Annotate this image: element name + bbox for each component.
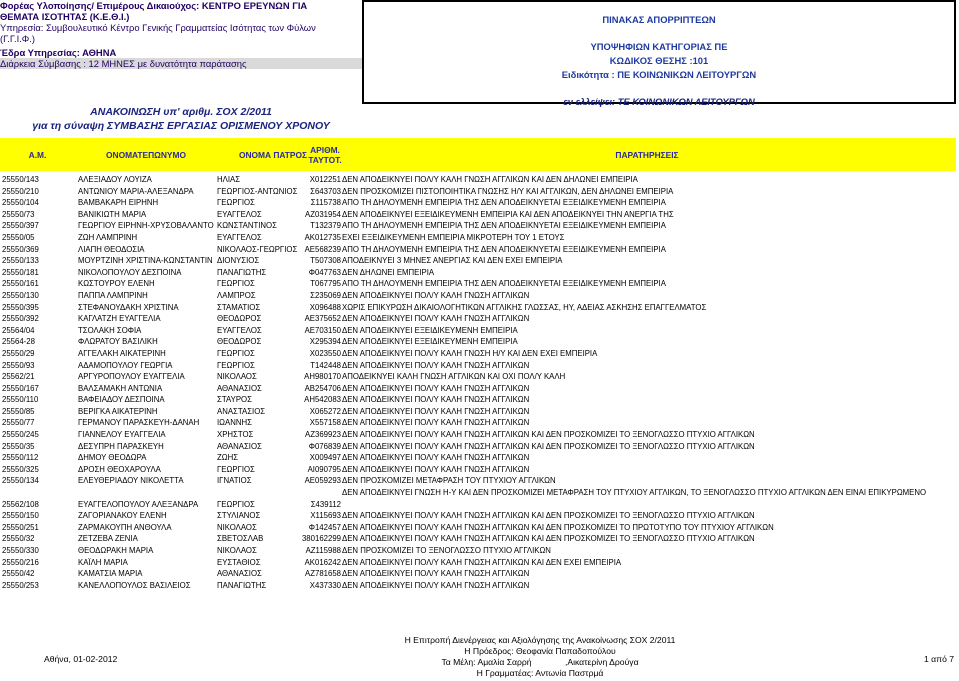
row-father: ΠΑΝΑΓΙΩΤΗΣ: [217, 580, 267, 590]
row-father: ΓΕΩΡΓΙΟΣ: [217, 360, 255, 370]
row-id: Χ115693: [310, 511, 341, 521]
table-row: [0, 487, 959, 510]
alternative-specialty: εν ελλείψει: ΤΕ ΚΟΙΝΩΝΙΚΩΝ ΛΕΙΤΟΥΡΓΩΝ: [563, 96, 755, 107]
row-notes: ΑΠΟ ΤΗ ΔΗΛΟΥΜΕΝΗ ΕΜΠΕΙΡΙΑ ΤΗΣ ΔΕΝ ΑΠΟΔΕΙΚΝΥΕΤΑΙ ΕΞΕΙΔΙΚΕΥΜΕΝΗ ΕΜΠΕΙΡΙΑ: [342, 244, 666, 254]
row-am: 25550/93: [2, 360, 35, 370]
row-notes: ΔΕΝ ΑΠΟΔΕΙΚΝΥΕΙ ΠΟΛ/Υ ΚΑΛΗ ΓΝΩΣΗ ΑΓΓΛΙΚΩΝ: [342, 290, 530, 300]
row-name: ΚΩΣΤΟΥΡΟΥ ΕΛΕΝΗ: [78, 279, 155, 289]
table-row: [0, 278, 959, 290]
row-id: Τ142448: [310, 360, 341, 370]
row-father: ΝΙΚΟΛΑΟΣ: [217, 546, 257, 555]
row-notes: ΔΕΝ ΑΠΟΔΕΙΚΝΥΕΙ ΓΝΩΣΗ Η-Υ ΚΑΙ ΔΕΝ ΠΡΟΣΚΟΜΙΖΕΙ ΜΕΤΑΦΡΑΣΗ ΤΟΥ ΠΤΥΧΙΟΥ ΑΓΓΛΙΚΩΝ, ΤΟ ΞΕΝΟΓΛΩΣΣΟ ΠΤΥΧΙΟ ΑΓΓΛΙΚΩΝ ΔΕΝ ΕΙΝΑΙ ΕΠΙΚΥΡΩΜΕΝΟ: [342, 488, 927, 498]
row-name: ΣΤΕΦΑΝΟΥΔΑΚΗ ΧΡΙΣΤΙΝΑ: [78, 302, 179, 312]
row-name: ΠΑΠΠΑ ΛΑΜΠΡΙΝΗ: [78, 290, 148, 300]
row-father: ΔΙΟΝΥΣΙΟΣ: [217, 256, 260, 266]
row-id: Σ235069: [310, 290, 341, 300]
row-id: Χ096488: [309, 302, 341, 312]
row-father: ΧΡΗΣΤΟΣ: [217, 430, 254, 440]
row-am: 25564-28: [2, 337, 35, 347]
table-row: [0, 580, 959, 592]
organization-header: [0, 0, 362, 80]
row-name: ΑΛΕΞΙΑΔΟΥ ΛΟΥΙΖΑ: [78, 175, 152, 184]
page-number: 1 από 7: [924, 654, 955, 664]
row-notes: ΔΕΝ ΑΠΟΔΕΙΚΝΥΕΙ ΠΟΛ/Υ ΚΑΛΗ ΓΝΩΣΗ ΑΓΓΛΙΚΩΝ: [342, 406, 530, 416]
row-name: ΓΙΑΝΝΕΛΟΥ ΕΥΑΓΓΕΛΙΑ: [78, 430, 166, 440]
table-row: [0, 568, 959, 580]
row-father: ΕΥΣΤΑΘΙΟΣ: [217, 557, 261, 567]
row-am: 25550/216: [2, 557, 39, 567]
row-am: 25550/369: [2, 244, 39, 254]
row-id: Τ507308: [310, 256, 341, 266]
row-id: ΑΗ542083: [304, 395, 341, 405]
rejected-candidates-table: [0, 174, 959, 591]
row-name: ΦΛΩΡΑΤΟΥ ΒΑΣΙΛΙΚΗ: [78, 337, 158, 347]
row-name: ΖΕΤΖΕΒΑ ΖΕΝΙΑ: [78, 534, 138, 544]
row-name: ΑΡΓΥΡΟΠΟΥΛΟΥ ΕΥΑΓΓΕΛΙΑ: [78, 372, 185, 382]
column-header-row: [0, 138, 956, 171]
row-notes: ΔΕΝ ΑΠΟΔΕΙΚΝΥΕΙ ΠΟΛ/Υ ΚΑΛΗ ΓΝΩΣΗ ΑΓΓΛΙΚΩΝ: [342, 569, 530, 579]
row-father: ΣΒΕΤΟΣΛΑΒ: [217, 534, 264, 544]
row-id: ΑΒ254706: [304, 383, 341, 393]
row-notes: ΔΕΝ ΑΠΟΔΕΙΚΝΥΕΙ ΠΟΛ/Υ ΚΑΛΗ ΓΝΩΣΗ ΑΓΓΛΙΚΩΝ: [342, 464, 530, 474]
row-am: 25550/134: [2, 476, 39, 486]
row-notes: ΑΠΟΔΕΙΚΝΥΕΙ 3 ΜΗΝΕΣ ΑΝΕΡΓΙΑΣ ΚΑΙ ΔΕΝ ΕΧΕΙ ΕΜΠΕΙΡΙΑ: [342, 256, 563, 266]
table-row: [0, 429, 959, 441]
row-id: Σ439112: [310, 499, 341, 509]
row-id: ΑΖ369923: [305, 430, 341, 440]
row-id: ΑΖ781658: [305, 569, 341, 579]
position-code: ΚΩΔΙΚΟΣ ΘΕΣΗΣ :101: [609, 55, 709, 66]
row-notes: ΔΕΝ ΑΠΟΔΕΙΚΝΥΕΙ ΠΟΛ/Υ ΚΑΛΗ ΓΝΩΣΗ ΑΓΓΛΙΚΩΝ ΚΑΙ ΔΕΝ ΠΡΟΣΚΟΜΙΖΕΙ ΤΟ ΞΕΝΟΓΛΩΣΣΟ ΠΤΥΧΙΟ ΑΓΓΛΙΚΩΝ: [342, 430, 755, 440]
row-am: 25550/325: [2, 464, 39, 474]
row-notes: ΔΕΝ ΑΠΟΔΕΙΚΝΥΕΙ ΠΟΛ/Υ ΚΑΛΗ ΓΝΩΣΗ ΑΓΓΛΙΚΩΝ ΚΑΙ ΔΕΝ ΠΡΟΣΚΟΜΙΖΕΙ ΤΟ ΠΡΩΤΟΤΥΠΟ ΤΟΥ ΠΤΥΧΙΟΥ ΑΓΓΛΙΚΩΝ: [342, 522, 774, 532]
row-father: ΓΕΩΡΓΙΟΣ: [217, 279, 255, 289]
row-id: Χ437330: [309, 580, 341, 590]
row-name: ΖΩΗ ΛΑΜΠΡΙΝΗ: [78, 232, 138, 242]
table-row: [0, 475, 959, 487]
candidate-category: ΥΠΟΨΗΦΙΩΝ ΚΑΤΗΓΟΡΙΑΣ ΠΕ: [590, 41, 728, 52]
col-header-id: ΑΡΙΘΜ. ΤΑΥΤΟΤ.: [308, 144, 342, 165]
row-father: ΓΕΩΡΓΙΟΣ-ΑΝΤΩΝΙΟΣ: [217, 186, 298, 196]
row-name: ΚΑΝΕΛΛΟΠΟΥΛΟΣ ΒΑΣΙΛΕΙΟΣ: [78, 580, 191, 590]
table-row: [0, 464, 959, 476]
table-row: [0, 441, 959, 453]
row-am: 25550/133: [2, 256, 39, 266]
row-id: ΑΚ012735: [304, 232, 341, 242]
row-am: 25550/104: [2, 198, 39, 208]
row-name: ΓΕΩΡΓΙΟΥ ΕΙΡΗΝΗ-ΧΡΥΣΟΒΑΛΑΝΤΟ: [78, 221, 214, 231]
row-am: 25550/251: [2, 522, 39, 532]
row-name: ΖΑΡΜΑΚΟΥΠΗ ΑΝΘΟΥΛΑ: [78, 522, 172, 532]
row-notes: ΔΕΝ ΠΡΟΣΚΟΜΙΖΕΙ ΠΙΣΤΟΠΟΙΗΤΙΚΑ ΓΝΩΣΗΣ Η/Υ ΚΑΙ ΑΓΓΛΙΚΩΝ, ΔΕΝ ΔΗΛΩΝΕΙ ΕΜΠΕΙΡΙΑ: [342, 186, 674, 196]
row-name: ΕΛΕΥΘΕΡΙΑΔΟΥ ΝΙΚΟΛΕΤΤΑ: [78, 476, 184, 486]
row-name: ΑΔΑΜΟΠΟΥΛΟΥ ΓΕΩΡΓΙΑ: [78, 360, 173, 370]
row-am: 25562/108: [2, 499, 39, 509]
row-notes: ΔΕΝ ΑΠΟΔΕΙΚΝΥΕΙ ΠΟΛ/Υ ΚΑΛΗ ΓΝΩΣΗ ΑΓΓΛΙΚΩΝ ΚΑΙ ΔΕΝ ΠΡΟΣΚΟΜΙΖΕΙ ΤΟ ΞΕΝΟΓΛΩΣΣΟ ΠΤΥΧΙΟ ΑΓΓΛΙΚΩΝ: [342, 511, 755, 521]
table-row: [0, 394, 959, 406]
row-name: ΒΑΛΣΑΜΑΚΗ ΑΝΤΩΝΙΑ: [78, 383, 163, 393]
row-name: ΔΕΣΥΠΡΗ ΠΑΡΑΣΚΕΥΗ: [78, 441, 164, 451]
table-row: [0, 383, 959, 395]
row-am: 25550/245: [2, 430, 39, 440]
org-line-1: Φορέας Υλοποίησης/ Επιμέρους Δικαιούχος: ΚΕΝΤΡΟ ΕΡΕΥΝΩΝ ΓΙΑ: [0, 0, 308, 11]
row-notes: ΔΕΝ ΑΠΟΔΕΙΚΝΥΕΙ ΠΟΛ/Υ ΚΑΛΗ ΓΝΩΣΗ ΑΓΓΛΙΚΩΝ: [342, 383, 530, 393]
row-id: Χ557158: [309, 418, 341, 428]
row-father: ΕΥΑΓΓΕΛΟΣ: [217, 232, 262, 242]
table-row: [0, 452, 959, 464]
table-row: [0, 336, 959, 348]
table-title: ΠΙΝΑΚΑΣ ΑΠΟΡΡΙΠΤΕΩΝ: [602, 14, 716, 25]
row-notes: ΔΕΝ ΑΠΟΔΕΙΚΝΥΕΙ ΠΟΛ/Υ ΚΑΛΗ ΓΝΩΣΗ ΑΓΓΛΙΚΩΝ ΚΑΙ ΔΕΝ ΔΗΛΩΝΕΙ ΕΜΠΕΙΡΙΑ: [342, 175, 638, 184]
table-row: [0, 186, 959, 198]
row-notes: ΔΕΝ ΑΠΟΔΕΙΚΝΥΕΙ ΠΟΛ/Υ ΚΑΛΗ ΓΝΩΣΗ ΑΓΓΛΙΚΩΝ: [342, 360, 530, 370]
document-date: Αθήνα, 01-02-2012: [44, 654, 118, 664]
row-name: ΖΑΓΟΡΙΑΝΑΚΟΥ ΕΛΕΝΗ: [78, 511, 167, 521]
row-id: Χ012251: [309, 175, 341, 184]
row-notes: ΔΕΝ ΑΠΟΔΕΙΚΝΥΕΙ ΠΟΛ/Υ ΚΑΛΗ ΓΝΩΣΗ ΑΓΓΛΙΚΩΝ: [342, 395, 530, 405]
row-name: ΚΑΪΛΗ ΜΑΡΙΑ: [78, 557, 128, 567]
row-father: ΑΘΑΝΑΣΙΟΣ: [217, 383, 262, 393]
row-id: ΑΗ980170: [304, 372, 341, 382]
table-row: [0, 533, 959, 545]
row-notes: ΕΧΕΙ ΕΞΕΙΔΙΚΕΥΜΕΝΗ ΕΜΠΕΙΡΙΑ ΜΙΚΡΟΤΕΡΗ ΤΟΥ 1 ΕΤΟΥΣ: [342, 232, 565, 242]
org-line-4: (Γ.Γ.Ι.Φ.): [0, 33, 36, 44]
row-am: 25550/395: [2, 302, 39, 312]
row-notes: ΔΕΝ ΑΠΟΔΕΙΚΝΥΕΙ ΠΟΛ/Υ ΚΑΛΗ ΓΝΩΣΗ ΑΓΓΛΙΚΩΝ ΚΑΙ ΔΕΝ ΕΧΕΙ ΕΜΠΕΙΡΙΑ: [342, 557, 622, 567]
row-father: ΣΤΥΛΙΑΝΟΣ: [217, 511, 261, 521]
row-name: ΔΡΟΣΗ ΘΕΟΧΑΡΟΥΛΑ: [78, 464, 161, 474]
row-am: 25550/392: [2, 314, 39, 324]
row-am: 25550/32: [2, 534, 35, 544]
row-father: ΙΩΑΝΝΗΣ: [217, 418, 252, 428]
row-name: ΕΥΑΓΓΕΛΟΠΟΥΛΟΥ ΑΛΕΞΑΝΔΡΑ: [78, 499, 199, 509]
row-name: ΒΑΝΙΚΙΩΤΗ ΜΑΡΙΑ: [78, 209, 147, 219]
row-notes: ΔΕΝ ΠΡΟΣΚΟΜΙΖΕΙ ΜΕΤΑΦΡΑΣΗ ΤΟΥ ΠΤΥΧΙΟΥ ΑΓΓΛΙΚΩΝ: [342, 476, 556, 486]
org-line-3: Υπηρεσία: Συμβουλευτικό Κέντρο Γενικής Γραμματείας Ισότητας των Φύλων: [0, 22, 316, 33]
row-am: 25562/21: [2, 372, 35, 382]
col-header-father: ΟΝΟΜΑ ΠΑΤΡΟΣ: [238, 149, 308, 160]
row-am: 25550/85: [2, 406, 35, 416]
row-father: ΑΘΑΝΑΣΙΟΣ: [217, 441, 262, 451]
row-id: ΑΕ568239: [304, 244, 341, 254]
row-am: 25550/253: [2, 580, 39, 590]
table-row: [0, 174, 959, 186]
table-row: [0, 302, 959, 314]
row-name: ΔΗΜΟΥ ΘΕΟΔΩΡΑ: [78, 453, 147, 463]
row-father: ΝΙΚΟΛΑΟΣ: [217, 522, 257, 532]
row-notes: ΔΕΝ ΑΠΟΔΕΙΚΝΥΕΙ ΕΞΕΙΔΙΚΕΥΜΕΝΗ ΕΜΠΕΙΡΙΑ: [342, 337, 518, 347]
row-name: ΚΑΓΛΑΤΖΗ ΕΥΑΓΓΕΛΙΑ: [78, 314, 161, 324]
row-father: ΛΑΜΠΡΟΣ: [217, 290, 256, 300]
row-father: ΖΩΗΣ: [217, 453, 239, 463]
row-name: ΑΝΤΩΝΙΟΥ ΜΑΡΙΑ-ΑΛΕΞΑΝΔΡΑ: [78, 186, 194, 196]
row-am: 25550/05: [2, 232, 35, 242]
row-name: ΓΕΡΜΑΝΟΥ ΠΑΡΑΣΚΕΥΗ-ΔΑΝΑΗ: [78, 418, 200, 428]
table-row: [0, 244, 959, 256]
committee-members: Τα Μέλη: Αμαλία Σαρρή ,Αικατερίνη Δρούγα: [441, 657, 639, 667]
row-am: 25550/397: [2, 221, 39, 231]
table-row: [0, 325, 959, 337]
table-row: [0, 406, 959, 418]
row-father: ΘΕΟΔΩΡΟΣ: [217, 337, 262, 347]
row-am: 25550/110: [2, 395, 39, 405]
row-am: 25550/73: [2, 209, 35, 219]
table-row: [0, 209, 959, 221]
table-row: [0, 371, 959, 383]
row-id: ΑΚ016242: [304, 557, 341, 567]
row-am: 25564/04: [2, 325, 35, 335]
row-id: Τ132379: [310, 221, 341, 231]
table-row: [0, 545, 959, 557]
org-line-5: Έδρα Υπηρεσίας: ΑΘΗΝΑ: [0, 47, 117, 58]
row-father: ΠΑΝΑΓΙΩΤΗΣ: [217, 267, 267, 277]
row-am: 25550/167: [2, 383, 39, 393]
row-notes: ΔΕΝ ΑΠΟΔΕΙΚΝΥΕΙ ΠΟΛ/Υ ΚΑΛΗ ΓΝΩΣΗ ΑΓΓΛΙΚΩΝ: [342, 418, 530, 428]
row-name: ΑΓΓΕΛΑΚΗ ΑΙΚΑΤΕΡΙΝΗ: [78, 348, 166, 358]
row-father: ΓΕΩΡΓΙΟΣ: [217, 464, 255, 474]
org-line-6: Διάρκεια Σύμβασης : 12 ΜΗΝΕΣ με δυνατότητα παράτασης: [0, 58, 362, 69]
row-id: ΑΙ090795: [307, 464, 341, 474]
row-notes: ΔΕΝ ΑΠΟΔΕΙΚΝΥΕΙ ΠΟΛ/Υ ΚΑΛΗ ΓΝΩΣΗ ΑΓΓΛΙΚΩΝ: [342, 314, 530, 324]
row-notes: ΑΠΟ ΤΗ ΔΗΛΟΥΜΕΝΗ ΕΜΠΕΙΡΙΑ ΤΗΣ ΔΕΝ ΑΠΟΔΕΙΚΝΥΕΤΑΙ ΕΞΕΙΔΙΚΕΥΜΕΝΗ ΕΜΠΕΙΡΙΑ: [342, 279, 666, 289]
row-father: ΓΕΩΡΓΙΟΣ: [217, 198, 255, 208]
table-row: [0, 290, 959, 302]
row-id: ΑΖ115988: [305, 546, 341, 555]
row-id: Χ295394: [309, 337, 341, 347]
committee-title: Η Επιτροπή Διενέργειας και Αξιολόγησης της Ανακοίνωσης ΣΟΧ 2/2011: [404, 635, 676, 645]
row-name: ΘΕΟΔΩΡΑΚΗ ΜΑΡΙΑ: [78, 546, 154, 555]
row-am: 25550/42: [2, 569, 35, 579]
row-am: 25550/210: [2, 186, 39, 196]
row-father: ΣΤΑΜΑΤΙΟΣ: [217, 302, 261, 312]
row-father: ΙΓΝΑΤΙΟΣ: [217, 476, 252, 486]
row-father: ΣΤΑΥΡΟΣ: [217, 395, 252, 405]
row-am: 25550/130: [2, 290, 39, 300]
announcement-subject: για τη σύναψη ΣΥΜΒΑΣΗΣ ΕΡΓΑΣΙΑΣ ΟΡΙΣΜΕΝΟΥ ΧΡΟΝΟΥ: [32, 120, 330, 132]
row-id: ΑΕ375652: [304, 314, 341, 324]
row-notes: ΔΕΝ ΑΠΟΔΕΙΚΝΥΕΙ ΠΟΛ/Υ ΚΑΛΗ ΓΝΩΣΗ Η/Υ ΚΑΙ ΔΕΝ ΕΧΕΙ ΕΜΠΕΙΡΙΑ: [342, 348, 598, 358]
table-row: [0, 267, 959, 279]
table-row: [0, 360, 959, 372]
row-am: 25550/150: [2, 511, 39, 521]
row-name: ΒΕΡΙΓΚΑ ΑΙΚΑΤΕΡΙΝΗ: [78, 406, 158, 416]
row-father: ΕΥΑΓΓΕΛΟΣ: [217, 209, 262, 219]
table-title-box: [362, 0, 956, 107]
table-row: [0, 255, 959, 267]
table-row: [0, 313, 959, 325]
row-id: Φ076839: [308, 441, 341, 451]
row-name: ΒΑΜΒΑΚΑΡΗ ΕΙΡΗΝΗ: [78, 198, 159, 208]
row-id: ΑΕ703150: [304, 325, 341, 335]
row-father: ΓΕΩΡΓΙΟΣ: [217, 499, 255, 509]
table-row: [0, 220, 959, 232]
announcement-number: ΑΝΑΚΟΙΝΩΣΗ υπ' αριθμ. ΣΟΧ 2/2011: [90, 106, 272, 118]
table-row: [0, 417, 959, 429]
row-am: 25550/29: [2, 348, 35, 358]
row-notes: ΔΕΝ ΑΠΟΔΕΙΚΝΥΕΙ ΠΟΛ/Υ ΚΑΛΗ ΓΝΩΣΗ ΑΓΓΛΙΚΩΝ: [342, 580, 530, 590]
col-header-notes: ΠΑΡΑΤΗΡΗΣΕΙΣ: [615, 149, 679, 160]
row-id: Χ023550: [309, 348, 341, 358]
row-notes: ΔΕΝ ΑΠΟΔΕΙΚΝΥΕΙ ΠΟΛ/Υ ΚΑΛΗ ΓΝΩΣΗ ΑΓΓΛΙΚΩΝ: [342, 453, 530, 463]
table-row: [0, 557, 959, 569]
row-notes: ΔΕΝ ΑΠΟΔΕΙΚΝΥΕΙ ΕΞΕΙΔΙΚΕΥΜΕΝΗ ΕΜΠΕΙΡΙΑ ΚΑΙ ΔΕΝ ΑΠΟΔΕΙΚΝΥΕΙ ΤΗΝ ΑΝΕΡΓΙΑ ΤΗΣ: [342, 209, 674, 219]
row-am: 25550/77: [2, 418, 35, 428]
row-id: Χ009497: [309, 453, 341, 463]
row-father: ΝΙΚΟΛΑΟΣ: [217, 372, 257, 382]
row-name: ΝΙΚΟΛΟΠΟΥΛΟΥ ΔΕΣΠΟΙΝΑ: [78, 267, 182, 277]
row-father: ΑΝΑΣΤΑΣΙΟΣ: [217, 406, 266, 416]
row-father: ΓΕΩΡΓΙΟΣ: [217, 348, 255, 358]
table-row: [0, 522, 959, 534]
row-notes: ΑΠΟΔΕΙΚΝΥΕΙ ΚΑΛΗ ΓΝΩΣΗ ΑΓΓΛΙΚΩΝ ΚΑΙ ΟΧΙ ΠΟΛ/Υ ΚΑΛΗ: [342, 372, 566, 382]
row-id: ΑΕ059293: [304, 476, 341, 486]
row-notes: ΔΕΝ ΑΠΟΔΕΙΚΝΥΕΙ ΠΟΛ/Υ ΚΑΛΗ ΓΝΩΣΗ ΑΓΓΛΙΚΩΝ ΚΑΙ ΔΕΝ ΠΡΟΣΚΟΜΙΖΕΙ ΤΟ ΞΕΝΟΓΛΩΣΣΟ ΠΤΥΧΙΟ ΑΓΓΛΙΚΩΝ: [342, 534, 755, 544]
col-header-am: Α.Μ.: [28, 149, 47, 160]
row-name: ΛΙΑΠΗ ΘΕΟΔΟΣΙΑ: [78, 244, 145, 254]
table-row: [0, 510, 959, 522]
specialty: Ειδικότητα : ΠΕ ΚΟΙΝΩΝΙΚΩΝ ΛΕΙΤΟΥΡΓΩΝ: [561, 69, 757, 80]
row-id: Σ115738: [310, 198, 341, 208]
row-notes: ΑΠΟ ΤΗ ΔΗΛΟΥΜΕΝΗ ΕΜΠΕΙΡΙΑ ΤΗΣ ΔΕΝ ΑΠΟΔΕΙΚΝΥΕΤΑΙ ΕΞΕΙΔΙΚΕΥΜΕΝΗ ΕΜΠΕΙΡΙΑ: [342, 198, 666, 208]
row-father: ΗΛΙΑΣ: [217, 175, 241, 184]
row-id: Φ142457: [308, 522, 341, 532]
row-name: ΒΑΦΕΙΑΔΟΥ ΔΕΣΠΟΙΝΑ: [78, 395, 165, 405]
row-id: Τ067795: [310, 279, 341, 289]
row-notes: ΔΕΝ ΔΗΛΩΝΕΙ ΕΜΠΕΙΡΙΑ: [342, 267, 435, 277]
table-row: [0, 348, 959, 360]
row-notes: ΔΕΝ ΑΠΟΔΕΙΚΝΥΕΙ ΠΟΛ/Υ ΚΑΛΗ ΓΝΩΣΗ ΑΓΓΛΙΚΩΝ ΚΑΙ ΔΕΝ ΠΡΟΣΚΟΜΙΖΕΙ ΤΟ ΞΕΝΟΓΛΩΣΣΟ ΠΤΥΧΙΟ ΑΓΓΛΙΚΩΝ: [342, 441, 755, 451]
row-name: ΚΑΜΑΤΣΙΑ ΜΑΡΙΑ: [78, 569, 143, 579]
row-am: 25550/330: [2, 546, 39, 555]
row-am: 25550/181: [2, 267, 39, 277]
row-notes: ΔΕΝ ΑΠΟΔΕΙΚΝΥΕΙ ΕΞΕΙΔΙΚΕΥΜΕΝΗ ΕΜΠΕΙΡΙΑ: [342, 325, 518, 335]
row-name: ΤΣΟΛΑΚΗ ΣΟΦΙΑ: [78, 325, 142, 335]
org-line-2: ΘΕΜΑΤΑ ΙΣΟΤΗΤΑΣ (Κ.Ε.Θ.Ι.): [0, 11, 130, 22]
committee-secretary: Η Γραμματέας: Αντωνία Παστρμά: [476, 668, 604, 678]
committee-president: Η Πρόεδρος: Θεοφανία Παπαδοπούλου: [464, 646, 616, 656]
row-am: 25550/161: [2, 279, 39, 289]
row-id: Σ643703: [310, 186, 341, 196]
row-notes: ΔΕΝ ΠΡΟΣΚΟΜΙΖΕΙ ΤΟ ΞΕΝΟΓΛΩΣΣΟ ΠΤΥΧΙΟ ΑΓΓΛΙΚΩΝ: [342, 546, 551, 555]
row-id: ΑΖ031954: [305, 209, 341, 219]
row-am: 25550/35: [2, 441, 35, 451]
table-row: [0, 232, 959, 244]
table-row: [0, 197, 959, 209]
row-am: 25550/143: [2, 175, 39, 184]
row-id: 380162299: [301, 534, 341, 544]
row-id: Φ047763: [308, 267, 341, 277]
row-notes: ΧΩΡΙΣ ΕΠΙΚΥΡΩΣΗ ΔΙΚΑΙΟΛΟΓΗΤΙΚΩΝ ΑΓΓΛΙΚΗΣ ΓΛΩΣΣΑΣ, ΗΥ, ΑΔΕΙΑΣ ΑΣΚΗΣΗΣ ΕΠΑΓΓΕΛΜΑΤΟΣ: [342, 302, 707, 312]
row-father: ΚΩΝΣΤΑΝΤΙΝΟΣ: [217, 221, 277, 231]
row-father: ΝΙΚΟΛΑΟΣ-ΓΕΩΡΓΙΟΣ: [217, 244, 298, 254]
row-id: Χ065272: [309, 406, 341, 416]
row-am: 25550/112: [2, 453, 39, 463]
row-notes: ΑΠΟ ΤΗ ΔΗΛΟΥΜΕΝΗ ΕΜΠΕΙΡΙΑ ΤΗΣ ΔΕΝ ΑΠΟΔΕΙΚΝΥΕΤΑΙ ΕΞΕΙΔΙΚΕΥΜΕΝΗ ΕΜΠΕΙΡΙΑ: [342, 221, 666, 231]
col-header-name: ΟΝΟΜΑΤΕΠΩΝΥΜΟ: [106, 149, 186, 160]
row-name: ΜΟΥΡΤΖΙΝΗ ΧΡΙΣΤΙΝΑ-ΚΩΝΣΤΑΝΤΙΝ: [78, 256, 213, 266]
row-father: ΘΕΟΔΩΡΟΣ: [217, 314, 262, 324]
row-father: ΑΘΑΝΑΣΙΟΣ: [217, 569, 262, 579]
row-father: ΕΥΑΓΓΕΛΟΣ: [217, 325, 262, 335]
